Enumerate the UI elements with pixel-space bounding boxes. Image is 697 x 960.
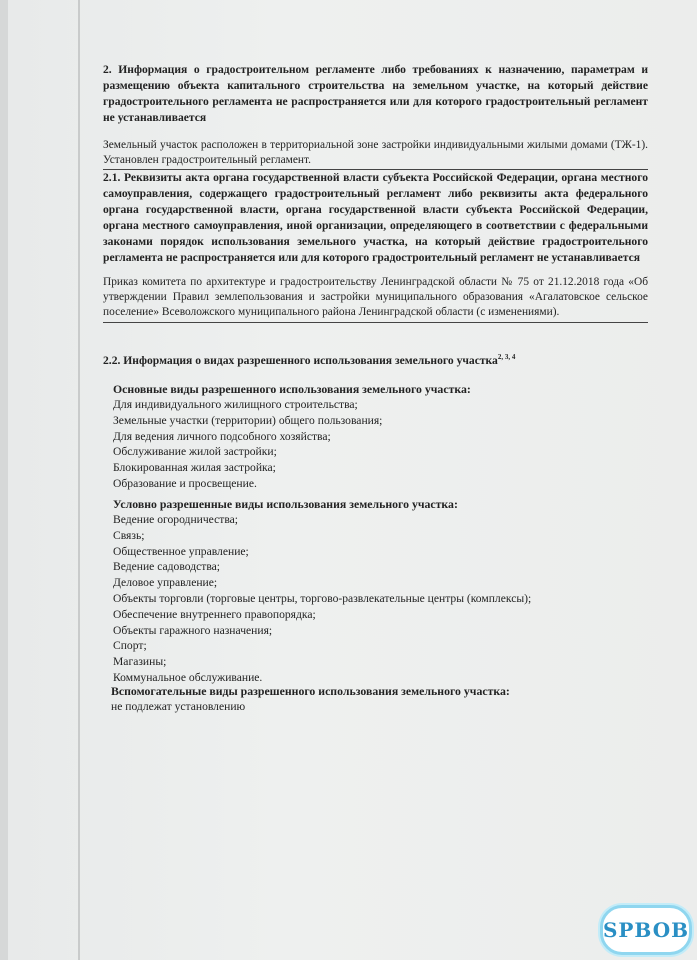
list-item: Для ведения личного подсобного хозяйства; (113, 429, 331, 443)
list-item: Образование и просвещение. (113, 476, 257, 490)
section-2 (103, 62, 648, 170)
watermark-badge (600, 905, 692, 955)
page-fold (78, 0, 80, 960)
section-2-heading: 2. Информация о градостроительном регламенте либо требованиях к назначению, параметрам и размещению объекта капитального строительства на земельном участке, на который действие градостроительного регламента не распространяется или для которого градостроительный регламент не устанавливается (103, 63, 648, 124)
list-item: Обеспечение внутреннего правопорядка; (113, 607, 316, 621)
list-item: Связь; (113, 528, 145, 542)
list-item: Коммунальное обслуживание. (113, 670, 263, 684)
list-item: Магазины; (113, 655, 167, 669)
conditional-uses-block (113, 496, 531, 686)
section-2-1 (103, 170, 648, 323)
auxiliary-uses-text: не подлежат установлению (111, 700, 246, 713)
main-uses-block (113, 381, 471, 492)
section-2-1-text: Приказ комитета по архитектуре и градостроительству Ленинградской области № 75 от 21.12.2018 года «Об утверждении Правил землепользования и застройки муниципального образования «Агалатовское сельское поселение» Всеволожского муниципального района Ленинградской области (с изменениями). (103, 275, 648, 323)
section-2-2-heading-text: 2.2. Информация о видах разрешенного использования земельного участка (103, 353, 498, 367)
list-item: Общественное управление; (113, 544, 249, 558)
list-item: Блокированная жилая застройка; (113, 461, 276, 475)
footnote-refs: 2, 3, 4 (497, 353, 516, 361)
list-item: Объекты гаражного назначения; (113, 623, 273, 637)
list-item: Спорт; (113, 639, 147, 653)
main-uses-title: Основные виды разрешенного использования земельного участка: (113, 382, 471, 396)
section-2-2 (103, 349, 648, 369)
conditional-uses-title: Условно разрешенные виды использования земельного участка: (113, 497, 458, 511)
list-item: Обслуживание жилой застройки; (113, 445, 277, 459)
auxiliary-uses-block (111, 683, 510, 715)
section-2-1-heading: 2.1. Реквизиты акта органа государственной власти субъекта Российской Федерации, органа местного самоуправления, содержащего градостроительный регламент либо реквизиты акта федерального органа государственной власти, органа государственной власти субъекта Российской Федерации, органа местного самоуправления, иной организации, определяющего в соответствии с федеральными законами порядок использования земельного участка, на который действие градостроительного регламента не распространяется или для которого градостроительный регламент не устанавливается (103, 171, 648, 264)
auxiliary-uses-title: Вспомогательные виды разрешенного использования земельного участка: (111, 684, 510, 698)
section-2-2-heading (103, 349, 648, 369)
watermark-text: SPBOB (602, 918, 690, 942)
list-item: Объекты торговли (торговые центры, торгово-развлекательные центры (комплексы); (113, 591, 532, 605)
list-item: Для индивидуального жилищного строительства; (113, 398, 358, 411)
list-item: Земельные участки (территории) общего пользования; (113, 413, 383, 427)
list-item: Ведение садоводства; (113, 560, 221, 574)
list-item: Деловое управление; (113, 576, 218, 590)
section-2-text: Земельный участок расположен в территориальной зоне застройки индивидуальными жилыми домами (ТЖ-1). Установлен градостроительный регламент. (103, 138, 648, 170)
list-item: Ведение огородничества; (113, 513, 239, 526)
